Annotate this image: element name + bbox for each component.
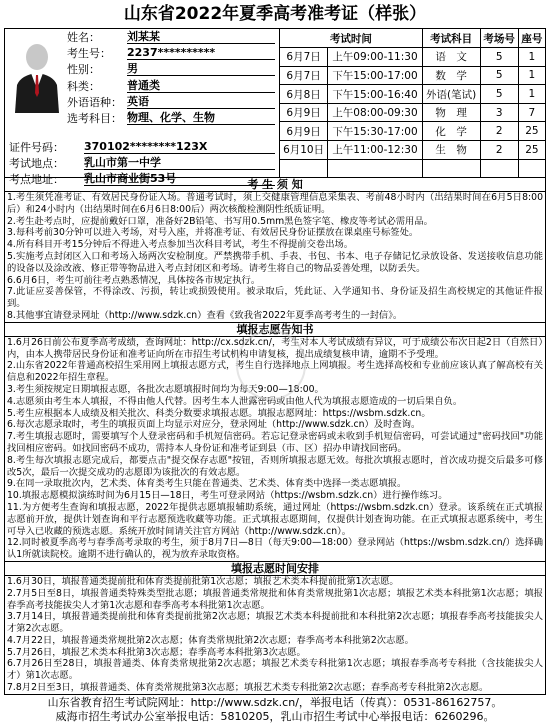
schedule-row xyxy=(280,141,545,160)
time-cell: 下午15:30-17:00 xyxy=(328,122,423,141)
footer xyxy=(4,695,546,724)
schedule-row xyxy=(280,48,545,67)
center-label: 考点地址： xyxy=(9,173,64,187)
room-cell: 2 xyxy=(480,141,518,160)
notice-item: 6.6月6日，考生可前往考点熟悉情况，具体按各市规定执行。 xyxy=(7,274,261,286)
timeline-item: 5.7月26日，填报艺术类本科批第3次志愿；春季高考本科批第3次志愿。 xyxy=(7,646,306,658)
subject-cell: 生 物 xyxy=(422,141,480,160)
timeline-item: 1.6月30日，填报普通类提前批和体育类提前批第1次志愿；填报艺术类本科提前批第1次志愿。 xyxy=(7,575,399,587)
timeline-title: 填报志愿时间安排 xyxy=(5,562,545,576)
notice-item: 8.其他事宜请登录网址（http://www.sdzk.cn）查看《致我省2022年夏季高考考生的一封信》。 xyxy=(7,309,403,321)
timeline-item: 3.7月14日，填报普通类提前批和体育类提前批第2次志愿；填报艺术类本科提前批和本科批第2次志愿；填报春季高考技能拔尖人才第2次志愿。 xyxy=(7,611,543,635)
apply-item: 6.每次志愿录取时，考生的填报页面上均显示对应分，登录网址（http://www.sdzk.cn）及时查询。 xyxy=(7,419,421,431)
cert-row xyxy=(9,139,279,155)
subject-cell: 物 理 xyxy=(422,103,480,122)
schedule-row xyxy=(280,122,545,141)
time-cell: 上午08:00-09:30 xyxy=(328,103,423,122)
lang-label: 外语语种： xyxy=(67,95,122,109)
apply-item: 1.6月26日前公布夏季高考成绩，查询网址：http://cx.sdzk.cn/，考生对本人考试成绩有异议，可于成绩公布次日起2日（自然日）内，由本人携带居民身份证和准考证向所在市招生考试机构申请复核，提出成绩复核申请，逾期不予受理。 xyxy=(7,336,543,360)
gender-value: 男 xyxy=(127,62,275,76)
elective-row xyxy=(67,110,279,126)
timeline-item: 6.7月26日至28日，填报普通类、体育类常规批第2次志愿；填报艺术类专科批第1次志愿；填报春季高考专科批（含技能拔尖人才）第1次志愿。 xyxy=(7,658,543,682)
notice-title: 考 生 须 知 xyxy=(5,178,545,192)
seat-cell: 25 xyxy=(518,141,545,160)
header-room: 考场号 xyxy=(480,29,518,48)
subject-cell: 外语(笔试) xyxy=(422,85,480,104)
header-time: 考试时间 xyxy=(280,29,422,48)
id-value: 2237********** xyxy=(127,46,275,60)
time-cell: 上午09:00-11:30 xyxy=(328,48,423,67)
schedule-row xyxy=(280,66,545,85)
cert-label: 证件号码： xyxy=(9,141,64,155)
seat-cell: 7 xyxy=(518,103,545,122)
elective-label: 选考科目： xyxy=(67,112,122,126)
schedule-header-row xyxy=(280,29,545,48)
schedule-table xyxy=(280,29,545,178)
candidate-fields xyxy=(67,29,279,126)
page-title: 山东省2022年夏季高考准考证（样张） xyxy=(123,4,427,24)
lang-value: 英语 xyxy=(127,95,275,109)
id-label: 考生号： xyxy=(67,47,111,61)
name-label: 姓名： xyxy=(67,31,100,45)
seat-cell: 1 xyxy=(518,66,545,85)
schedule-row-empty xyxy=(280,159,545,178)
candidate-photo xyxy=(9,33,65,113)
apply-item: 7.考生填报志愿时，需要填写个人登录密码和手机短信密码。若忘记登录密码或未收到手机短信密码，可尝试通过"密码找回"功能找回相应密码。如找回密码不成功，需持本人身份证和准考证到县（市、区）招办申请找回密码。 xyxy=(7,431,543,454)
category-row xyxy=(67,78,279,94)
notice-section xyxy=(4,178,546,323)
gender-row xyxy=(67,61,279,77)
apply-item: 5.考生应根据本人成绩及相关批次、科类分数要求填报志愿。填报志愿网址：https://wsbm.sdzk.cn。 xyxy=(7,407,431,419)
notice-item: 1.考生须凭准考证、有效居民身份证入场。普通考试时，须上交健康管理信息采集表、考前48小时内（出结果时间在6月5日8:00后）和24小时内（出结果时间在6月6日8:00后）两次核酸检测阴性纸质证明。 xyxy=(7,192,543,215)
header-seat: 座号 xyxy=(518,29,545,48)
notice-item: 7.此证应妥善保管，不得涂改、污损，转让或损毁使用。被录取后，凭此证、入学通知书、身份证及招生高校规定的其他证件报到。 xyxy=(7,286,543,310)
subject-cell: 化 学 xyxy=(422,122,480,141)
name-value: 刘某某 xyxy=(127,30,275,44)
subject-cell: 数 学 xyxy=(422,66,480,85)
gender-label: 性别： xyxy=(67,63,100,77)
room-cell: 5 xyxy=(480,85,518,104)
site-label: 考试地点： xyxy=(9,157,64,171)
apply-item: 11.为方便考生查询和填报志愿，2022年提供志愿填报辅助系统，通过网址（https://wsbm.sdzk.cn）登录。该系统在正式填报志愿前开放，提供计划查询和平行志愿预选收藏等功能。正式填报志愿期间，仅提供计划查询功能。在正式填报志愿系统中，考生可导入已收藏的预选志愿。系统开放时间请关注官方网站（http://www.sdzk.cn）。 xyxy=(7,501,543,537)
seat-cell: 1 xyxy=(518,48,545,67)
notice-item: 5.实施考点封闭区入口和考场入场两次安检制度。严禁携带手机、手表、书包、书本、电子存储记忆录放设备、发送接收信息功能的设备以及涂改液、修正带等物品进入考点封闭区和考场。请考生将自己的物品妥善处理，以防丢失。 xyxy=(7,250,543,274)
room-cell: 3 xyxy=(480,103,518,122)
candidate-fields-2 xyxy=(9,139,279,188)
schedule-row xyxy=(280,85,545,104)
date-cell: 6月10日 xyxy=(280,141,328,160)
date-cell: 6月7日 xyxy=(280,66,328,85)
apply-item: 3.考生须按规定日期填报志愿，各批次志愿填报时间均为每天9:00—18:00。 xyxy=(7,383,324,395)
center-value: 乳山市商业街53号 xyxy=(84,172,275,186)
apply-item: 4.志愿须由考生本人填报，不得由他人代替。因考生本人泄露密码或由他人代为填报志愿造成的一切后果自负。 xyxy=(7,395,463,407)
room-cell: 5 xyxy=(480,48,518,67)
timeline-body xyxy=(5,576,545,694)
notice-body xyxy=(5,192,545,322)
apply-item: 10.填报志愿模拟演练时间为6月15日—18日，考生可登录网站（https://wsbm.sdzk.cn）进行操作练习。 xyxy=(7,490,448,502)
timeline-item: 2.7月5日至8日，填报普通类特殊类型批志愿；填报普通类常规批和体育类常规批第1次志愿；填报艺术类本科批第1次志愿；填报春季高考技能拔尖人才第1次志愿和春季高考本科批第1次志愿。 xyxy=(7,587,543,611)
schedule-row xyxy=(280,103,545,122)
apply-item: 12.同时被夏季高考与春季高考录取的考生，须于8月7日—8日（每天9:00—18:00）登录网站（https://wsbm.sdzk.cn/）选择确认1所就读院校。逾期不进行确认的，视为放弃录取资格。 xyxy=(7,537,543,561)
candidate-info xyxy=(5,29,280,187)
time-cell: 上午11:00-12:30 xyxy=(328,141,423,160)
apply-item: 9.在同一录取批次内，艺术类、体育类考生只能在普通类、艺术类、体育类中选择一类志愿填报。 xyxy=(7,478,407,490)
date-cell: 6月7日 xyxy=(280,48,328,67)
category-value: 普通类 xyxy=(127,79,275,93)
room-cell: 2 xyxy=(480,122,518,141)
footer-line-1: 山东省教育招生考试院网址：http://www.sdzk.cn/，举报电话（传真）：0531-86162757。 xyxy=(47,695,503,709)
elective-value: 物理、化学、生物 xyxy=(127,111,275,125)
room-cell: 5 xyxy=(480,66,518,85)
timeline-item: 4.7月22日，填报普通类常规批第2次志愿；体育类常规批第2次志愿；春季高考本科批第2次志愿。 xyxy=(7,634,414,646)
site-row xyxy=(9,155,279,171)
timeline-item: 7.8月2日至3日，填报普通类、体育类常规批第3次志愿；填报艺术类专科批第2次志愿；春季高考专科批第2次志愿。 xyxy=(7,682,489,694)
apply-item: 8.考生每次填报志愿完成后，都要点击"提交保存志愿"按钮，否则所填报志愿无效。每批次填报志愿时，首次成功提交后最多可修改5次，最后一次提交成功的志愿即为该批次的有效志愿。 xyxy=(7,454,543,478)
seat-cell: 25 xyxy=(518,122,545,141)
date-cell: 6月8日 xyxy=(280,85,328,104)
time-cell: 下午15:00-16:40 xyxy=(328,85,423,104)
apply-title: 填报志愿告知书 xyxy=(5,323,545,337)
site-value: 乳山市第一中学 xyxy=(84,156,275,170)
subject-cell: 语 文 xyxy=(422,48,480,67)
center-row xyxy=(9,171,279,187)
footer-line-2: 威海市招生考试办公室举报电话：5810205，乳山市招生考试中心举报电话：6260296。 xyxy=(55,709,495,723)
notice-item: 4.所有科目开考15分钟后不得进入考点参加当次科目考试，考生不得提前交卷出场。 xyxy=(7,239,354,251)
date-cell: 6月9日 xyxy=(280,103,328,122)
notice-item: 3.每科考前30分钟可以进入考场，对号入座，并将准考证、有效居民身份证摆放在课桌座号标签处。 xyxy=(7,227,419,239)
header-subject: 考试科目 xyxy=(422,29,480,48)
seat-cell: 1 xyxy=(518,85,545,104)
cert-value: 370102********123X xyxy=(84,140,275,154)
watermark-seal xyxy=(236,330,306,400)
name-row xyxy=(67,29,279,45)
date-cell: 6月9日 xyxy=(280,122,328,141)
lang-row xyxy=(67,94,279,110)
notice-item: 2.考生赴考点时，应提前戴好口罩，准备好2B铅笔、书写用0.5mm黑色签字笔、橡皮等考试必需用品。 xyxy=(7,215,433,227)
exam-schedule xyxy=(280,29,545,177)
id-row xyxy=(67,45,279,61)
timeline-section xyxy=(4,562,546,695)
time-cell: 下午15:00-17:00 xyxy=(328,66,423,85)
category-label: 科类： xyxy=(67,79,100,93)
apply-item: 2.山东省2022年普通高校招生采用网上填报志愿方式，考生自行选择地点上网填报。考生选择高校和专业前应该认真了解高校有关信息和2022年招生章程。 xyxy=(7,360,543,384)
